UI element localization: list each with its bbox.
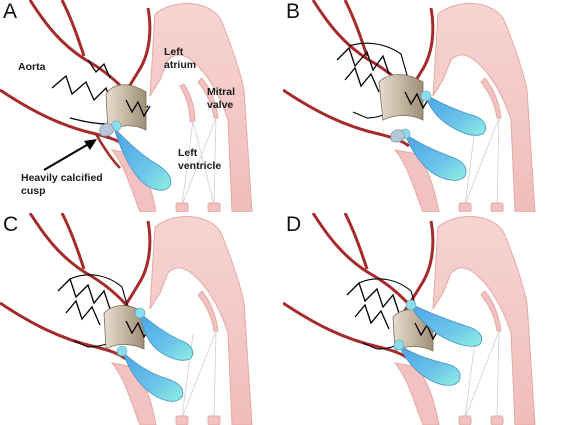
mitral-valve-label: Mitral valve <box>207 86 236 111</box>
panel-letter: D <box>286 213 302 236</box>
calcification <box>421 91 431 101</box>
arrow-line <box>44 142 92 170</box>
heart-diagram-c <box>0 213 282 425</box>
valve-frame-zigzag-2 <box>355 305 389 329</box>
calcified-cusp-nodule <box>391 130 405 142</box>
heart-diagram-d <box>283 213 565 425</box>
valve-frame-zigzag-2 <box>345 68 379 92</box>
panel-d <box>283 213 565 425</box>
calcified-cusp-label: Heavily calcified cusp <box>21 172 103 197</box>
coronary-artery <box>62 0 84 56</box>
native-cusp-upper <box>140 313 193 360</box>
papillary-muscle <box>459 416 471 425</box>
calcification-2 <box>117 346 127 356</box>
native-cusp-upper <box>425 94 486 135</box>
prosthetic-leaflets <box>379 75 423 121</box>
papillary-muscle-2 <box>491 416 503 425</box>
aorta-label: Aorta <box>18 61 46 73</box>
papillary-muscle <box>176 416 188 425</box>
valve-frame-zigzag <box>337 48 389 74</box>
panel-a <box>0 0 282 212</box>
panel-letter: C <box>3 213 19 236</box>
coronary-artery <box>62 213 84 269</box>
valve-frame-zigzag-2 <box>66 301 100 325</box>
papillary-muscle <box>459 203 471 212</box>
aorta-wall-lower <box>283 303 409 359</box>
panel-c <box>0 213 282 425</box>
papillary-muscle-2 <box>208 203 220 212</box>
panel-b <box>283 0 565 212</box>
aortic-root <box>403 221 433 313</box>
coronary-artery <box>345 0 367 56</box>
calcified-cusp-nodule <box>100 124 114 136</box>
papillary-muscle-2 <box>208 416 220 425</box>
panel-letter: A <box>3 0 18 23</box>
panel-letter: B <box>286 0 301 23</box>
aortic-root <box>120 221 150 313</box>
calcification <box>406 300 416 310</box>
coronary-artery <box>345 213 367 269</box>
left-ventricle-label: Left ventricle <box>178 147 222 172</box>
calcification <box>135 308 145 318</box>
papillary-muscle <box>176 203 188 212</box>
left-atrium-label: Left atrium <box>164 46 197 71</box>
mitral-leaflet-2 <box>180 84 195 122</box>
calcification-2 <box>394 340 404 350</box>
heart-diagram-b <box>283 0 565 212</box>
papillary-muscle-2 <box>491 203 503 212</box>
